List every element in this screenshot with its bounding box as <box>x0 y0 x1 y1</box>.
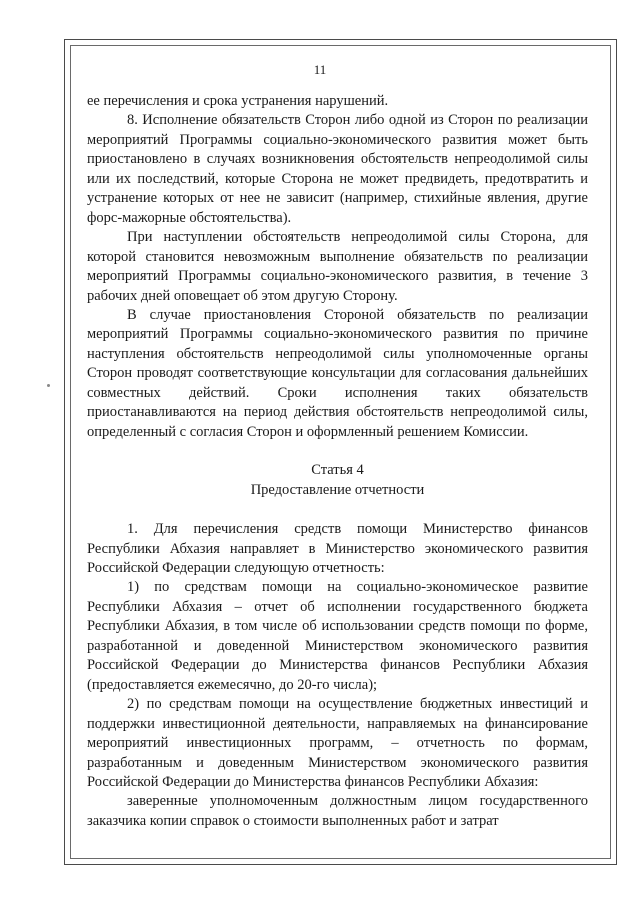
paragraph-clause-8: 8. Исполнение обязательств Сторон либо одной из Сторон по реализации мероприятий Программы социально-экономического развития может быть приостановлено в случаях возникновения обстоятельств непреодолимой силы или их последствий, которые Сторона не может предвидеть, предотвратить и устранение которых от нее не зависит (например, стихийные явления, другие форс-мажорные обстоятельства). <box>87 112 588 226</box>
paragraph-continuation: ее перечисления и срока устранения нарушений. <box>87 93 389 109</box>
spacer <box>87 500 588 520</box>
paragraph-item-2: 2) по средствам помощи на осуществление бюджетных инвестиций и поддержки инвестиционной деятельности, направляемых на финансирование мероприятий инвестиционных программ, – отчетность по формам, разработанным и доведенным Министерством экономического развития Российской Федерации до Министерства финансов Республики Абхазия: <box>87 696 588 790</box>
spacer <box>87 442 588 461</box>
paragraph-item-1: 1) по средствам помощи на социально-экономическое развитие Республики Абхазия – отчет об исполнении государственного бюджета Республики Абхазия, в том числе об использовании средств помощи по форме, разработанной и доведенной Министерством экономического развития Российской Федерации до Министерства финансов Республики Абхазия (предоставляется ежемесячно, до 20-го числа); <box>87 579 588 693</box>
article-number: Статья 4 <box>311 462 364 479</box>
paragraph-certified-copies: заверенные уполномоченным должностным лицом государственного заказчика копии справок о стоимости выполненных работ и затрат <box>87 793 588 829</box>
paragraph-clause-1: 1. Для перечисления средств помощи Министерство финансов Республики Абхазия направляет в Министерство экономического развития Российской Федерации следующую отчетность: <box>87 521 588 576</box>
scan-mark <box>47 384 50 387</box>
paragraph-force-majeure-notice: При наступлении обстоятельств непреодолимой силы Сторона, для которой становится невозможным выполнение обязательств по реализации мероприятий Программы социально-экономического развития, в течение 3 рабочих дней оповещает об этом другую Сторону. <box>87 229 588 304</box>
document-body <box>87 92 588 831</box>
paragraph-suspension: В случае приостановления Стороной обязательств по реализации мероприятий Программы социально-экономического развития по причине наступления обстоятельств непреодолимой силы уполномоченные органы Сторон проводят соответствующие консультации для согласования дальнейших совместных действий. Сроки исполнения таких обязательств приостанавливаются на период действия обстоятельств непреодолимой силы, определенный с согласия Сторон и оформленный решением Комиссии. <box>87 306 588 440</box>
article-title: Предоставление отчетности <box>250 481 425 498</box>
page-number: 11 <box>313 62 327 77</box>
